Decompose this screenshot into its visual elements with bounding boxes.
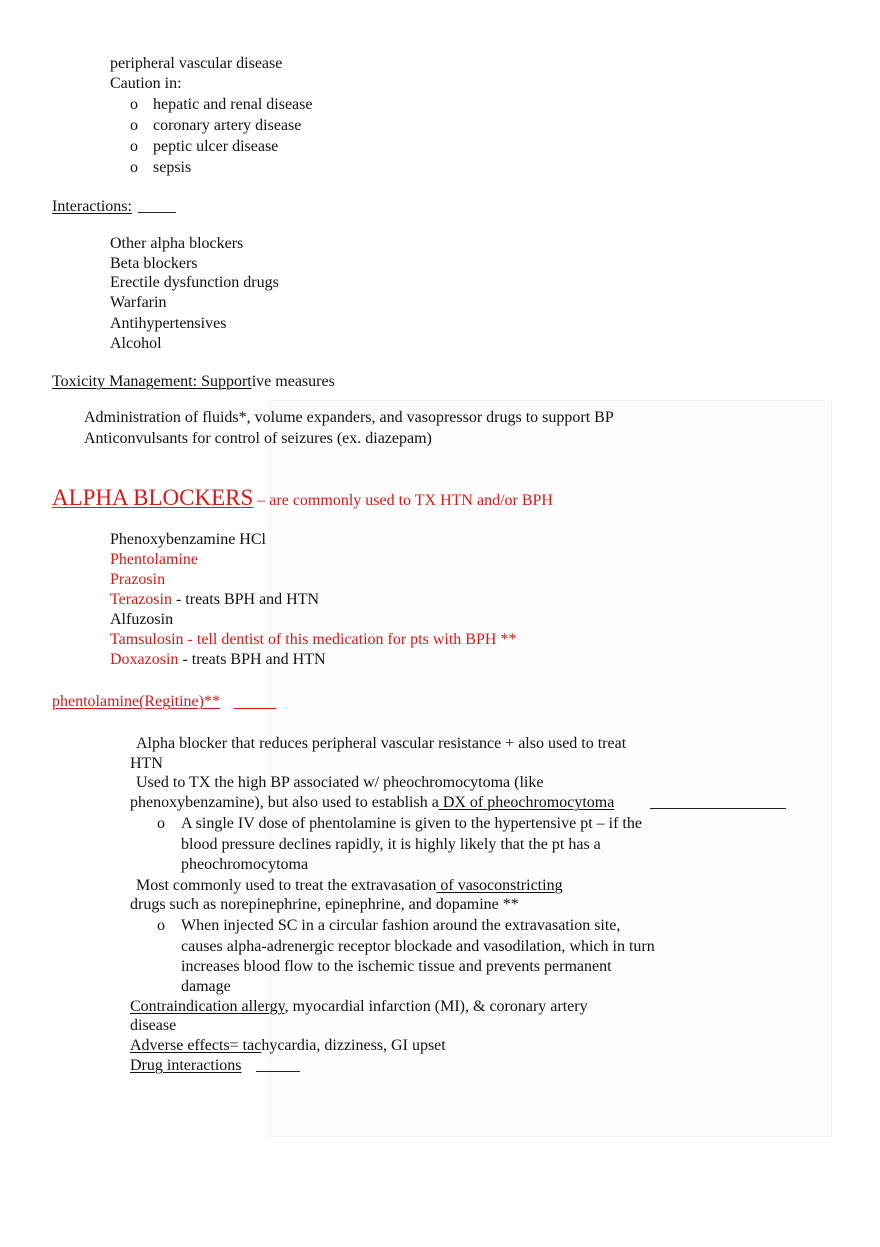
list-item: Administration of fluids*, volume expanders, and vasopressor drugs to support BP: [84, 409, 614, 426]
paragraph-line: [130, 997, 588, 1017]
drug-item: Phentolamine: [110, 551, 198, 568]
list-item: Warfarin: [110, 294, 167, 311]
paragraph-line: Used to TX the high BP associated w/ pheochromocytoma (like: [136, 774, 544, 791]
text-run-underlined: DX of pheochromocytoma: [438, 794, 615, 811]
alpha-blockers-subtitle: – are commonly used to TX HTN and/or BPH: [253, 492, 553, 509]
text-run: , myocardial infarction (MI), & coronary artery: [284, 998, 588, 1015]
text-run-underlined: Contraindication: [130, 998, 238, 1015]
list-item: peripheral vascular disease: [110, 55, 283, 72]
toxicity-heading-rest: ive measures: [251, 373, 335, 390]
drug-item: Tamsulosin - tell dentist of this medication for pts with BPH **: [110, 631, 517, 648]
text-run: phenoxybenzamine), but also used to establish a: [130, 794, 439, 811]
paragraph-line: damage: [181, 978, 231, 995]
paragraph-line: drugs such as norepinephrine, epinephrine, and dopamine **: [130, 896, 519, 913]
drug-item: [110, 590, 319, 610]
drug-item: Phenoxybenzamine HCl: [110, 531, 266, 548]
paragraph-line: [136, 876, 563, 896]
list-item: Other alpha blockers: [110, 235, 244, 252]
underline-extension: [256, 1071, 300, 1072]
paragraph-line: blood pressure declines rapidly, it is highly likely that the pt has a: [181, 836, 601, 853]
list-item: Caution in:: [110, 75, 182, 92]
paragraph-line: [130, 793, 614, 813]
paragraph-line: increases blood flow to the ischemic tissue and prevents permanent: [181, 958, 612, 975]
paragraph-line: causes alpha-adrenergic receptor blockade and vasodilation, which in turn: [181, 938, 655, 955]
sub-bullet: o: [157, 815, 165, 832]
text-run: Most commonly used to treat the extravasation: [136, 877, 437, 894]
underline-extension: [650, 808, 786, 809]
sub-bullet: o: [130, 117, 138, 134]
paragraph-line: Alpha blocker that reduces peripheral vascular resistance + also used to treat: [136, 735, 627, 752]
sub-list-item: peptic ulcer disease: [153, 138, 279, 155]
sub-bullet: o: [157, 917, 165, 934]
paragraph-line: disease: [130, 1017, 177, 1034]
paragraph-line: Drug interactions: [130, 1057, 242, 1074]
paragraph-line: pheochromocytoma: [181, 856, 309, 873]
paragraph-line: [130, 1036, 446, 1056]
paragraph-line: HTN: [130, 755, 163, 772]
phentolamine-heading: phentolamine(Regitine)**: [52, 693, 220, 710]
drug-item: Prazosin: [110, 571, 166, 588]
list-item: Alcohol: [110, 335, 162, 352]
drug-item: [110, 650, 326, 670]
text-run-underlined: of vasoconstricting: [436, 877, 563, 894]
drug-note: - treats BPH and HTN: [171, 591, 320, 608]
drug-name: Doxazosin: [110, 651, 179, 668]
text-run-underlined: allergy: [237, 998, 285, 1015]
sub-bullet: o: [130, 138, 138, 155]
list-item: Antihypertensives: [110, 315, 227, 332]
sub-list-item: sepsis: [153, 159, 192, 176]
interactions-heading: Interactions:: [52, 198, 132, 215]
drug-item: Alfuzosin: [110, 611, 174, 628]
list-item: Beta blockers: [110, 255, 198, 272]
sub-list-item: coronary artery disease: [153, 117, 302, 134]
sub-list-item: hepatic and renal disease: [153, 96, 313, 113]
toxicity-heading: [52, 372, 335, 392]
list-item: Erectile dysfunction drugs: [110, 274, 279, 291]
text-run-underlined: Adverse effects= tac: [130, 1037, 262, 1054]
text-run: hycardia, dizziness, GI upset: [261, 1037, 446, 1054]
heading-underline: [138, 212, 176, 213]
drug-note: - treats BPH and HTN: [178, 651, 326, 668]
heading-underline: [234, 708, 276, 709]
toxicity-heading-underlined: Toxicity Management: Support: [52, 373, 252, 390]
sub-bullet: o: [130, 96, 138, 113]
section-title: [52, 485, 553, 511]
alpha-blockers-title: ALPHA BLOCKERS: [52, 485, 254, 510]
paragraph-line: When injected SC in a circular fashion around the extravasation site,: [181, 917, 621, 934]
sub-bullet: o: [130, 159, 138, 176]
paragraph-line: A single IV dose of phentolamine is given to the hypertensive pt – if the: [181, 815, 642, 832]
drug-name: Terazosin: [110, 591, 172, 608]
list-item: Anticonvulsants for control of seizures (ex. diazepam): [84, 430, 432, 447]
